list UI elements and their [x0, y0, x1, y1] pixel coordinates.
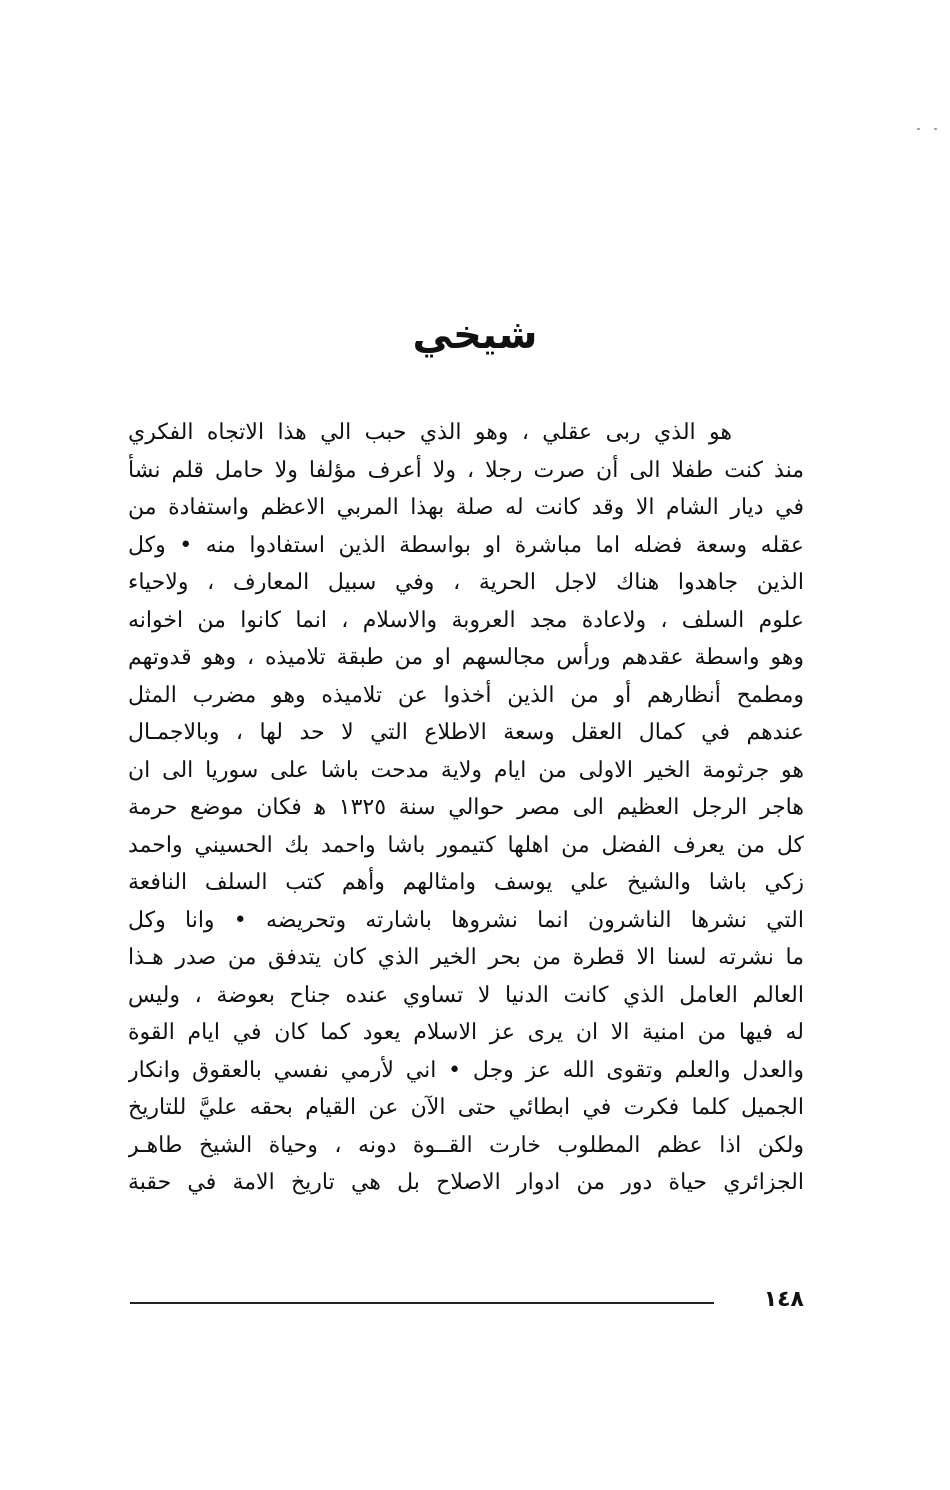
text-line: كل من يعرف الفضل من اهلها كتيمور باشا واحمد بك الحسيني واحمد [128, 832, 804, 858]
text-line: العالم العامل الذي كانت الدنيا لا تساوي عنده جناح بعوضة ، وليس [128, 982, 804, 1008]
page-number: ١٤٨ [763, 1287, 804, 1312]
text-line: الجميل كلما فكرت في ابطائي حتى الآن عن القيام بحقه عليَّ للتاريخ [128, 1095, 804, 1120]
text-line: زكي باشا والشيخ علي يوسف وامثالهم وأهم كتب السلف النافعة [128, 870, 804, 895]
scan-speck [934, 128, 937, 130]
text-line: منذ كنت طفلا الى أن صرت رجلا ، ولا أعرف مؤلفا ولا حامل قلم نشأ [128, 457, 804, 483]
text-line: عقله وسعة فضله اما مباشرة او بواسطة الذين استفادوا منه • وكل [128, 532, 804, 558]
text-line: الذين جاهدوا هناك لاجل الحرية ، وفي سبيل المعارف ، ولاحياء [128, 570, 804, 595]
text-line: ولكن اذا عظم المطلوب خارت القــوة دونه ، وحياة الشيخ طاهـر [128, 1132, 804, 1158]
text-line: وهو واسطة عقدهم ورأس مجالسهم او من طبقة تلاميذه ، وهو قدوتهم [128, 645, 804, 670]
text-line: هو الذي ربى عقلي ، وهو الذي حبب الي هذا الاتجاه الفكري [128, 420, 732, 445]
body-paragraph [128, 414, 804, 1202]
text-line: ومطمح أنظارهم أو من الذين أخذوا عن تلاميذه وهو مضرب المثل [128, 682, 804, 708]
text-line: الجزائري حياة دور من ادوار الاصلاح بل هي تاريخ الامة في حقبة [128, 1170, 804, 1195]
text-line: علوم السلف ، ولاعادة مجد العروبة والاسلام ، انما كانوا من اخوانه [128, 607, 804, 633]
footer-rule [130, 1302, 714, 1304]
text-line: في ديار الشام الا وقد كانت له صلة بهذا المربي الاعظم واستفادة من [128, 495, 804, 520]
text-line: التي نشرها الناشرون انما نشروها باشارته وتحريضه • وانا وكل [128, 907, 804, 933]
scan-speck [917, 128, 920, 130]
text-line: ما نشرته لسنا الا قطرة من بحر الخير الذي كان يتدفق من صدر هـذا [128, 945, 804, 970]
text-line: عندهم في كمال العقل وسعة الاطلاع التي لا حد لها ، وبالاجمـال [128, 720, 804, 745]
text-line: له فيها من امنية الا ان يرى عز الاسلام يعود كما كان في ايام القوة [128, 1020, 804, 1045]
page-footer [128, 1283, 804, 1319]
text-line: هو جرثومة الخير الاولى من ايام ولاية مدحت باشا على سوريا الى ان [128, 757, 804, 783]
chapter-title: شيخي [412, 312, 538, 358]
text-line: هاجر الرجل العظيم الى مصر حوالي سنة ١٣٢٥ ﻫ فكان موضع حرمة [128, 795, 804, 820]
text-line: والعدل والعلم وتقوى الله عز وجل • اني لأرمي نفسي بالعقوق وانكار [128, 1057, 804, 1083]
